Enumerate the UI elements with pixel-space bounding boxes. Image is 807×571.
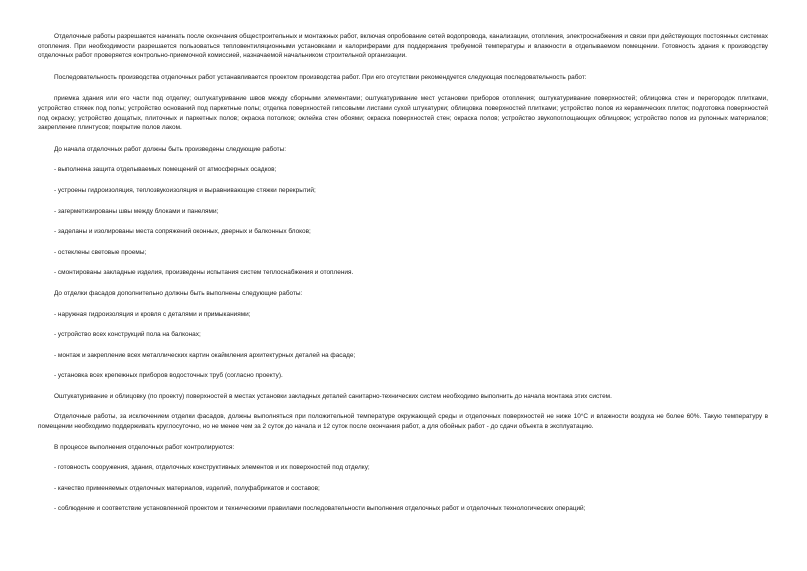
paragraph-plastering: Оштукатуривание и облицовку (по проекту) поверхностей в местах установки закладных деталей санитарно-технических систем необходимо выполнить до начала монтажа этих систем. [54,392,612,400]
paragraph-intro: Отделочные работы разрешается начинать после окончания общестроительных и монтажных работ, включая опробование сетей водопровода, канализации, отопления, электроснабжения и связи при действующих постоянных системах отопления. При необходимости разрешается пользоваться тепловентиляционными установками и калориферами для поддержания требуемой температуры и влажности в отделываемом помещении. Готовность здания к производству отделочных работ проверяется контрольно-приемочной комиссией, назначаемой начальником строительной организации. [38,33,768,60]
list-item: - остеклены световые проемы; [54,248,147,256]
list-item: - устройство всех конструкций пола на балконах; [54,331,201,339]
list-item: - соблюдение и соответствие установленной проектом и техническими правилами последовательности выполнения отделочных работ и отделочных технологических операций; [54,505,586,513]
list-item: - установка всех крепежных приборов водосточных труб (согласно проекту). [54,372,283,380]
list-item: - заделаны и изолированы места сопряжений оконных, дверных и балконных блоков; [54,228,311,236]
list-item: - загерметизированы швы между блоками и панелями; [54,207,219,215]
list-item: - устроены гидроизоляция, теплозвукоизоляция и выравнивающие стяжки перекрытий; [54,186,316,194]
list-item: - готовность сооружения, здания, отделочных конструктивных элементов и их поверхностей под отделку; [54,464,370,472]
document-page [38,32,768,514]
paragraph-temperature: Отделочные работы, за исключением отделки фасадов, должны выполняться при положительной температуре окружающей среды и отделочных поверхностей не ниже 10°С и влажности воздуха не более 60%. Такую температуру в помещении необходимо поддерживать круглосуточно, но не менее чем за 2 суток до начала и 12 суток после окончания работ, а для обойных работ - до сдачи объекта в эксплуатацию. [38,413,768,431]
paragraph-prereq-heading: До начала отделочных работ должны быть произведены следующие работы: [54,145,287,153]
list-item: - смонтированы закладные изделия, произведены испытания систем теплоснабжения и отопления. [54,269,354,277]
paragraph-control-heading: В процессе выполнения отделочных работ контролируются: [54,443,235,451]
paragraph-sequence-intro: Последовательность производства отделочных работ устанавливается проектом производства работ. При его отсутствии рекомендуется следующая последовательность работ: [54,73,587,81]
list-item: - качество применяемых отделочных материалов, изделий, полуфабрикатов и составов; [54,484,320,492]
list-item: - наружная гидроизоляция и кровля с деталями и примыканиями; [54,310,251,318]
paragraph-sequence-list: приемка здания или его части под отделку; оштукатуривание швов между сборными элементами; оштукатуривание мест установки приборов отопления; оштукатуривание поверхностей; облицовка стен и перегородок плитками, устройство стяжек под полы; устройство оснований под паркетные полы; отделка поверхностей гипсовыми листами сухой штукатурки; облицовка поверхностей плитками; устройство полов из керамических плиток; подготовка поверхностей под окраску; устройство дощатых, плиточных и паркетных полов; окраска потолков; оклейка стен обоями; окраска поверхностей стен; окраска полов; устройство звукопоглощающих облицовок; устройство полов из рулонных материалов; закрепление плинтусов; покрытие полов лаком. [38,95,768,132]
paragraph-facade-heading: До отделки фасадов дополнительно должны быть выполнены следующие работы: [54,289,303,297]
list-item: - монтаж и закрепление всех металлических картин окаймления архитектурных деталей на фасаде; [54,351,356,359]
list-item: - выполнена защита отделываемых помещений от атмосферных осадков; [54,166,277,174]
